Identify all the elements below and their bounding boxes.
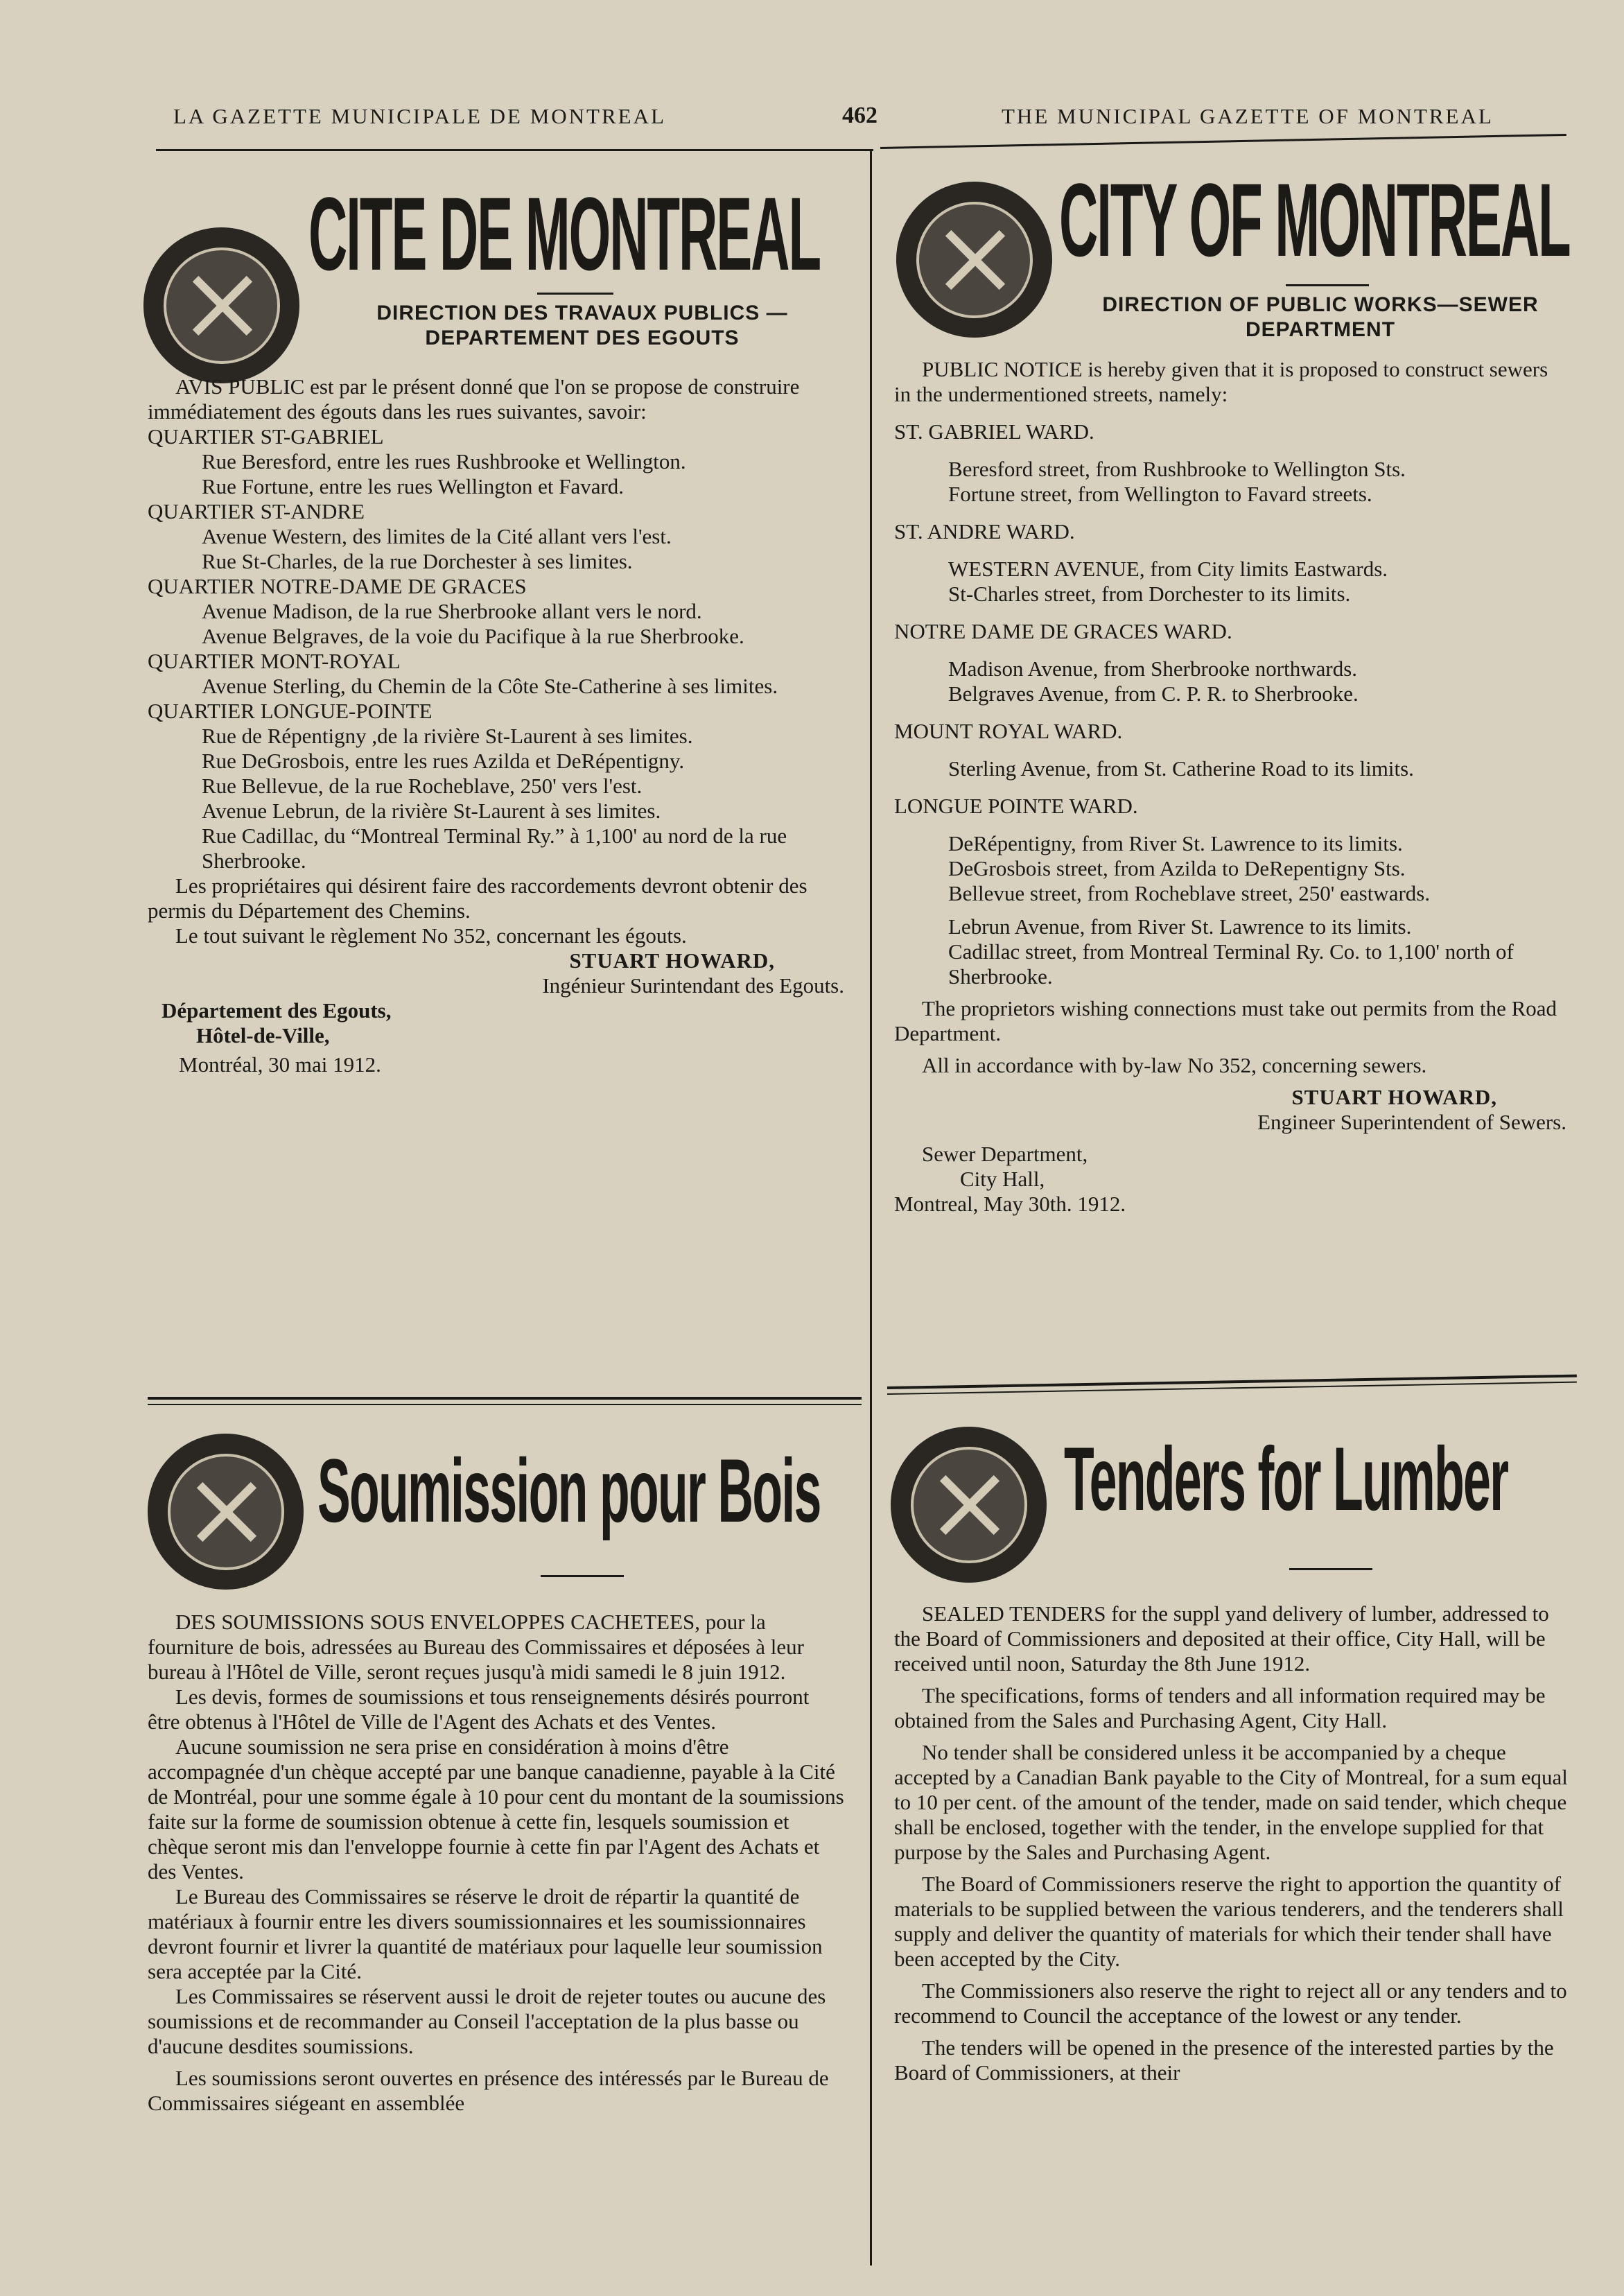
fr-notice-title: CITE DE MONTREAL <box>308 175 821 292</box>
tender-paragraph: Les devis, formes de soumissions et tous renseignements désirés pourront être obtenus à l'Hôtel de Ville de l'Agent des Achats et des Ventes. <box>148 1685 810 1734</box>
fr-notice-subhead <box>305 301 859 351</box>
street-entry: Bellevue street, from Rocheblave street, 250' eastwards. <box>948 881 1431 905</box>
tender-paragraph: Les Commissaires se réservent aussi le droit de rejeter toutes ou aucune des soumissions et de recommander au Conseil l'acceptation de la plus basse ou d'aucune desdites soumissions. <box>148 1984 826 2058</box>
section-rule-left-thin <box>148 1404 862 1405</box>
fr-signatory: STUART HOWARD, <box>569 948 775 973</box>
title-rule <box>1289 1568 1372 1570</box>
section-rule-left <box>148 1397 862 1400</box>
en-dept: Sewer Department, <box>922 1142 1088 1166</box>
street-entry: Rue DeGrosbois, entre les rues Azilda et DeRépentigny. <box>202 749 685 773</box>
en-subhead-line-1: DIRECTION OF PUBLIC WORKS—SEWER <box>1102 293 1539 316</box>
street-entry: WESTERN AVENUE, from City limits Eastwards. <box>948 557 1388 581</box>
tender-paragraph: The Commissioners also reserve the right to reject all or any tenders and to recommend to Council the acceptance of the lowest or any tender. <box>894 1978 1567 2028</box>
street-entry: Avenue Lebrun, de la rivière St-Laurent à ses limites. <box>202 799 661 823</box>
street-entry: Rue St-Charles, de la rue Dorchester à ses limites. <box>202 549 633 573</box>
header-rule-left <box>156 149 873 151</box>
header-left: LA GAZETTE MUNICIPALE DE MONTREAL <box>173 104 666 128</box>
en-tender-title: Tenders for Lumber <box>1064 1428 1508 1529</box>
ward-heading: QUARTIER ST-GABRIEL <box>148 424 384 449</box>
ward-heading: NOTRE DAME DE GRACES WARD. <box>894 619 1232 643</box>
title-rule <box>1286 284 1369 286</box>
fr-place: Hôtel-de-Ville, <box>196 1023 330 1047</box>
en-notice-body <box>894 357 1566 1217</box>
ward-heading: MOUNT ROYAL WARD. <box>894 719 1123 743</box>
en-signatory-title: Engineer Superintendent of Sewers. <box>1257 1110 1566 1134</box>
en-para-bylaw: All in accordance with by-law No 352, concerning sewers. <box>922 1053 1427 1077</box>
ward-heading: ST. GABRIEL WARD. <box>894 419 1094 444</box>
street-entry: DeRépentigny, from River St. Lawrence to its limits. <box>948 831 1403 855</box>
page-number: 462 <box>842 103 878 128</box>
fr-dept: Département des Egouts, <box>161 998 392 1023</box>
title-rule <box>537 293 613 295</box>
tender-paragraph: The tenders will be opened in the presence of the interested parties by the Board of Commissioners, at their <box>894 2035 1554 2085</box>
fr-subhead-line-2: DEPARTEMENT DES EGOUTS <box>425 327 740 349</box>
header-rule-right <box>880 134 1566 149</box>
street-entry: Beresford street, from Rushbrooke to Wellington Sts. <box>948 457 1406 481</box>
en-tender-body <box>894 1601 1570 2085</box>
city-seal-icon <box>896 182 1052 338</box>
fr-subhead-line-1: DIRECTION DES TRAVAUX PUBLICS — <box>376 302 788 324</box>
tender-paragraph: Aucune soumission ne sera prise en considération à moins d'être accompagnée d'un chèque accepté par une banque canadienne, payable à la Cité de Montréal, pour une somme égale à 10 pour cent du montant de la soumissions faite sur la forme de soumission obtenue à cette fin, lesquels soumission et chèque seront mis dan l'enveloppe fournie à cette fin par l'Agent des Achats et des Ventes. <box>148 1734 844 1884</box>
street-entry: Avenue Madison, de la rue Sherbrooke allant vers le nord. <box>202 599 702 623</box>
city-seal-icon <box>143 227 299 383</box>
fr-tender-body <box>148 1610 844 2116</box>
en-para-permits: The proprietors wishing connections must take out permits from the Road Department. <box>894 996 1557 1045</box>
street-entry: Madison Avenue, from Sherbrooke northwards. <box>948 656 1358 681</box>
tender-paragraph: DES SOUMISSIONS SOUS ENVELOPPES CACHETEES, pour la fourniture de bois, adressées au Bureau des Commissaires et déposées à leur bureau à l'Hôtel de Ville, seront reçues jusqu'à midi samedi le 8 juin 1912. <box>148 1610 804 1684</box>
street-entry: Avenue Sterling, du Chemin de la Côte Ste-Catherine à ses limites. <box>202 674 778 698</box>
fr-intro: AVIS PUBLIC est par le présent donné que l'on se propose de construire immédiatement des égouts dans les rues suivantes, savoir: <box>148 374 800 424</box>
street-entry: Sterling Avenue, from St. Catherine Road to its limits. <box>948 756 1414 781</box>
street-entry: Cadillac street, from Montreal Terminal Ry. Co. to 1,100' north of Sherbrooke. <box>948 939 1514 989</box>
fr-para-bylaw: Le tout suivant le règlement No 352, concernant les égouts. <box>175 923 687 948</box>
column-divider <box>870 151 872 2265</box>
en-place: City Hall, <box>960 1167 1045 1191</box>
fr-signatory-title: Ingénieur Surintendant des Egouts. <box>542 973 844 998</box>
street-entry: Fortune street, from Wellington to Favard streets. <box>948 482 1372 506</box>
street-entry: Rue Fortune, entre les rues Wellington et Favard. <box>202 474 625 498</box>
en-subhead-line-2: DEPARTMENT <box>1245 318 1396 341</box>
fr-notice-body <box>148 374 844 1077</box>
ward-heading: LONGUE POINTE WARD. <box>894 794 1138 818</box>
en-notice-title: CITY OF MONTREAL <box>1059 162 1570 278</box>
ward-heading: QUARTIER MONT-ROYAL <box>148 649 401 673</box>
street-entry: Rue Cadillac, du “Montreal Terminal Ry.” à 1,100' au nord de la rue Sherbrooke. <box>202 824 787 873</box>
street-entry: Belgraves Avenue, from C. P. R. to Sherbrooke. <box>948 681 1359 706</box>
street-entry: St-Charles street, from Dorchester to its limits. <box>948 582 1351 606</box>
tender-paragraph: No tender shall be considered unless it be accompanied by a cheque accepted by a Canadian Bank payable to the City of Montreal, for a sum equal to 10 per cent. of the amount of the tender, made on said tender, which cheque shall be enclosed, together with the tender, in the envelope supplied for that purpose by the Sales and Purchasing Agent. <box>894 1740 1568 1864</box>
en-date: Montreal, May 30th. 1912. <box>894 1192 1126 1216</box>
section-rule-right-thin <box>887 1382 1577 1395</box>
fr-para-permits: Les propriétaires qui désirent faire des raccordements devront obtenir des permis du Département des Chemins. <box>148 873 807 923</box>
city-seal-icon <box>891 1427 1047 1583</box>
tender-paragraph: Les soumissions seront ouvertes en présence des intéressés par le Bureau de Commissaires siégeant en assemblée <box>148 2066 829 2115</box>
ward-heading: QUARTIER LONGUE-POINTE <box>148 699 433 723</box>
tender-paragraph: SEALED TENDERS for the suppl yand delivery of lumber, addressed to the Board of Commissioners and deposited at their office, City Hall, will be received until noon, Saturday the 8th June 1912. <box>894 1601 1549 1676</box>
street-entry: Rue de Répentigny ,de la rivière St-Laurent à ses limites. <box>202 724 693 748</box>
en-signatory: STUART HOWARD, <box>1291 1085 1497 1109</box>
ward-heading: ST. ANDRE WARD. <box>894 519 1075 543</box>
tender-paragraph: The specifications, forms of tenders and all information required may be obtained from the Sales and Purchasing Agent, City Hall. <box>894 1683 1546 1732</box>
street-entry: Avenue Western, des limites de la Cité allant vers l'est. <box>202 524 672 548</box>
ward-heading: QUARTIER NOTRE-DAME DE GRACES <box>148 574 527 598</box>
street-entry: DeGrosbois street, from Azilda to DeRepentigny Sts. <box>948 856 1406 880</box>
tender-paragraph: The Board of Commissioners reserve the right to apportion the quantity of materials to be supplied between the various tenderers, and the tenderers shall supply and deliver the quantity of materials for which their tender shall have been accepted by the City. <box>894 1872 1564 1971</box>
street-entry: Rue Bellevue, de la rue Rocheblave, 250' vers l'est. <box>202 774 643 798</box>
street-entry: Avenue Belgraves, de la voie du Pacifique à la rue Sherbrooke. <box>202 624 744 648</box>
street-entry: Rue Beresford, entre les rues Rushbrooke et Wellington. <box>202 449 686 473</box>
fr-tender-title: Soumission pour Bois <box>317 1440 821 1541</box>
fr-date: Montréal, 30 mai 1912. <box>179 1052 381 1077</box>
ward-heading: QUARTIER ST-ANDRE <box>148 499 365 523</box>
tender-paragraph: Le Bureau des Commissaires se réserve le droit de répartir la quantité de matériaux à fournir entre les divers soumissionnaires et les soumissionnaires devront fournir et livrer la quantité de matériaux pour laquelle leur soumission sera acceptée par la Cité. <box>148 1884 823 1983</box>
en-intro: PUBLIC NOTICE is hereby given that it is proposed to construct sewers in the undermentioned streets, namely: <box>894 357 1548 406</box>
header-right: THE MUNICIPAL GAZETTE OF MONTREAL <box>1002 104 1494 128</box>
city-seal-icon <box>148 1434 304 1590</box>
en-notice-subhead <box>1047 293 1594 342</box>
title-rule <box>541 1575 624 1577</box>
street-entry: Lebrun Avenue, from River St. Lawrence to its limits. <box>948 914 1412 939</box>
